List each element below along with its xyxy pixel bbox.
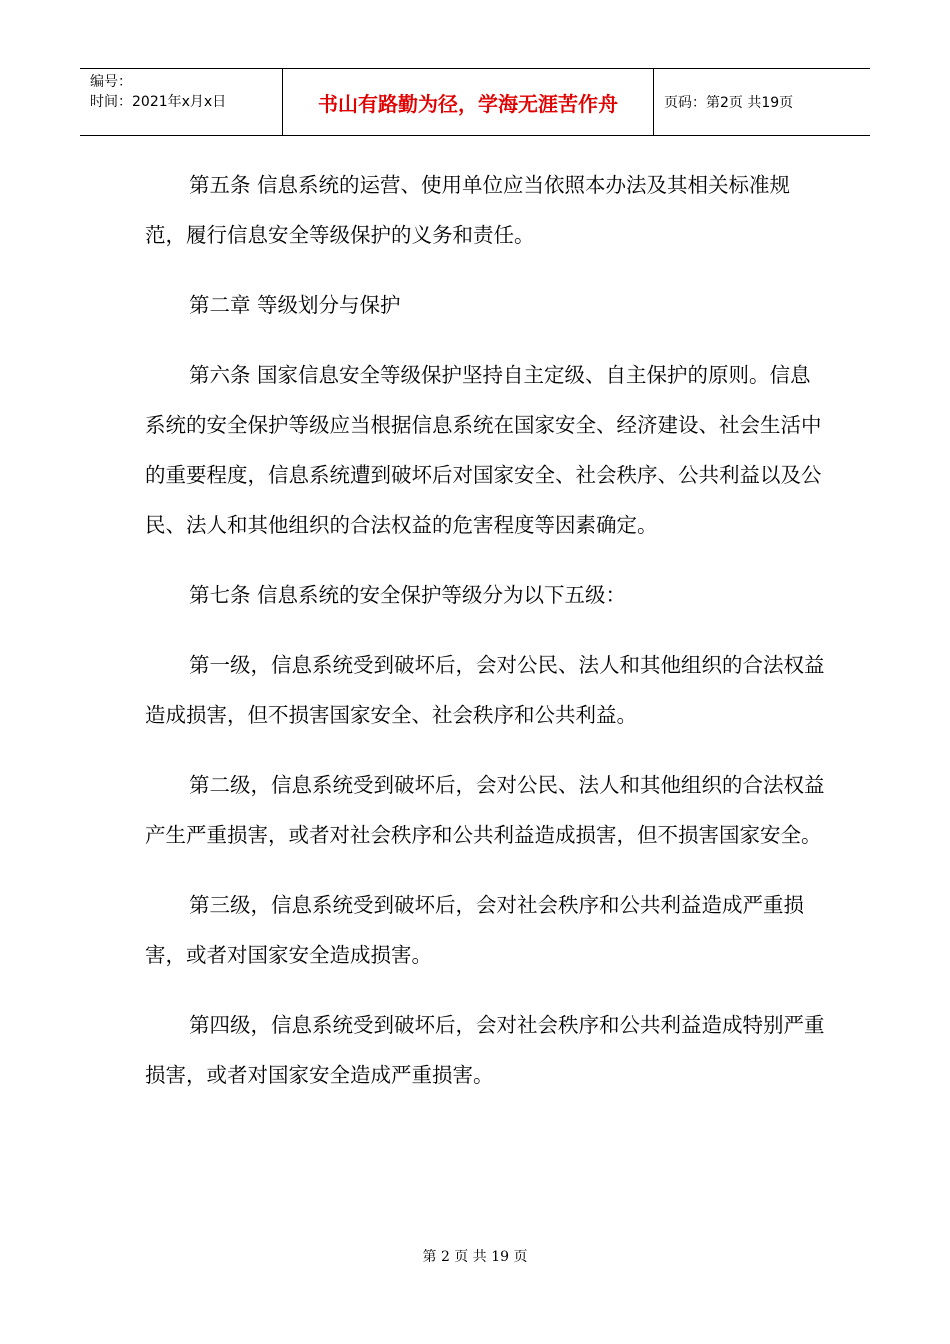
page-info-text: 页码：第2页 共19页	[664, 95, 794, 111]
header-page-info	[654, 69, 870, 135]
page-footer	[0, 1246, 950, 1266]
paragraph-level-4: 第四级，信息系统受到破坏后，会对社会秩序和公共利益造成特别严重损害，或者对国家安全造成严重损害。	[145, 1013, 825, 1087]
document-date-label: 时间：2021年x月x日	[90, 94, 227, 110]
chapter-heading: 第二章 等级划分与保护	[189, 293, 401, 317]
paragraph-level-2: 第二级，信息系统受到破坏后，会对公民、法人和其他组织的合法权益产生严重损害，或者对社会秩序和公共利益造成损害，但不损害国家安全。	[145, 773, 825, 847]
header-motto	[282, 69, 654, 135]
paragraph-article-5: 第五条 信息系统的运营、使用单位应当依照本办法及其相关标准规范，履行信息安全等级保护的义务和责任。	[145, 173, 791, 247]
document-body	[145, 160, 825, 1120]
paragraph-level-3: 第三级，信息系统受到破坏后，会对社会秩序和公共利益造成严重损害，或者对国家安全造成损害。	[145, 893, 804, 967]
document-number-label: 编号：	[90, 74, 132, 90]
paragraph-level-1: 第一级，信息系统受到破坏后，会对公民、法人和其他组织的合法权益造成损害，但不损害国家安全、社会秩序和公共利益。	[145, 653, 825, 727]
paragraph-article-7: 第七条 信息系统的安全保护等级分为以下五级：	[189, 583, 627, 607]
footer-page-number: 第 2 页 共 19 页	[422, 1249, 528, 1265]
motto-text: 书山有路勤为径，学海无涯苦作舟	[318, 91, 618, 116]
page-header	[80, 68, 870, 136]
paragraph-article-6: 第六条 国家信息安全等级保护坚持自主定级、自主保护的原则。信息系统的安全保护等级应当根据信息系统在国家安全、经济建设、社会生活中的重要程度，信息系统遭到破坏后对国家安全、社会秩序、公共利益以及公民、法人和其他组织的合法权益的危害程度等因素确定。	[145, 363, 822, 537]
header-meta	[80, 69, 282, 135]
